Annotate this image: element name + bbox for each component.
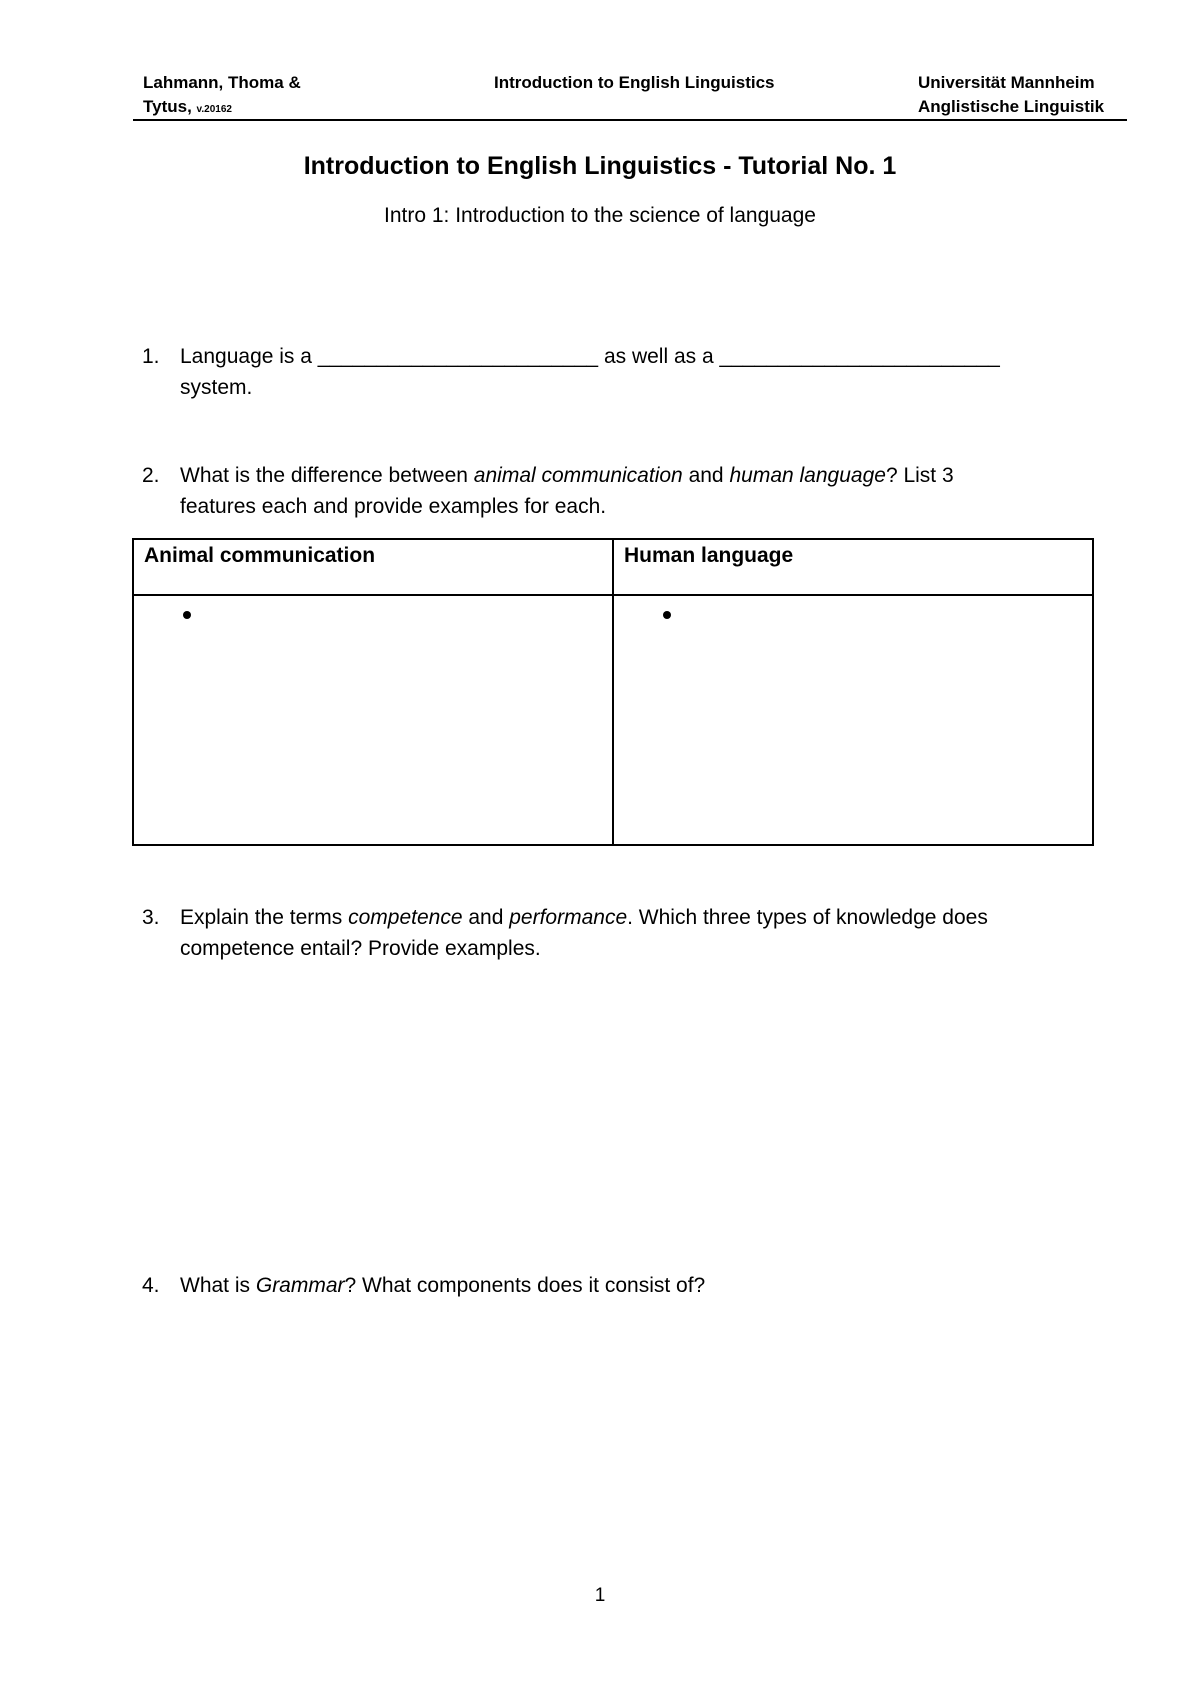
question-4-number: 4.	[142, 1274, 160, 1297]
header-course: Introduction to English Linguistics	[494, 73, 775, 92]
bullet-icon	[663, 611, 671, 619]
header-university	[918, 71, 1104, 119]
header-university-line1: Universität Mannheim	[918, 73, 1095, 92]
page-subtitle: Intro 1: Introduction to the science of language	[384, 204, 816, 227]
question-1-line2: system.	[180, 376, 253, 399]
header-author-line1: Lahmann, Thoma &	[143, 73, 301, 92]
answer-blank-1[interactable]: ________________________	[317, 345, 599, 368]
page-number: 1	[594, 1585, 606, 1606]
table-header-row	[133, 539, 1093, 595]
question-3-text	[180, 902, 1080, 964]
table-header-animal: Animal communication	[133, 539, 613, 595]
bullet-icon	[183, 611, 191, 619]
header-author	[143, 71, 301, 122]
header-version: v.20162	[196, 104, 232, 115]
answer-cell-human[interactable]	[613, 595, 1093, 845]
comparison-table	[132, 538, 1094, 846]
question-3-number: 3.	[142, 906, 160, 929]
question-3-line1: Explain the terms competence and performance. Which three types of knowledge does	[180, 906, 988, 929]
header-author-line2: Tytus, v.20162	[143, 97, 232, 116]
table-header-human: Human language	[613, 539, 1093, 595]
question-2-text	[180, 460, 1080, 522]
question-3-line2: competence entail? Provide examples.	[180, 937, 541, 960]
question-4-text	[180, 1270, 1080, 1301]
table-row	[133, 595, 1093, 845]
answer-cell-animal[interactable]	[133, 595, 613, 845]
question-2-line2: features each and provide examples for each.	[180, 495, 607, 518]
question-1-text	[180, 341, 1080, 403]
question-2-line1: What is the difference between animal communication and human language? List 3	[180, 464, 954, 487]
header-university-line2: Anglistische Linguistik	[918, 97, 1105, 116]
header-rule	[133, 119, 1127, 121]
page-title: Introduction to English Linguistics - Tutorial No. 1	[303, 152, 897, 180]
question-4-line1: What is Grammar? What components does it consist of?	[180, 1274, 706, 1297]
question-1-number: 1.	[142, 345, 160, 368]
answer-blank-2[interactable]: ________________________	[719, 345, 1000, 368]
question-2-number: 2.	[142, 464, 160, 487]
question-1-line1: Language is a ________________________ as well as a ________________________	[180, 345, 1000, 368]
